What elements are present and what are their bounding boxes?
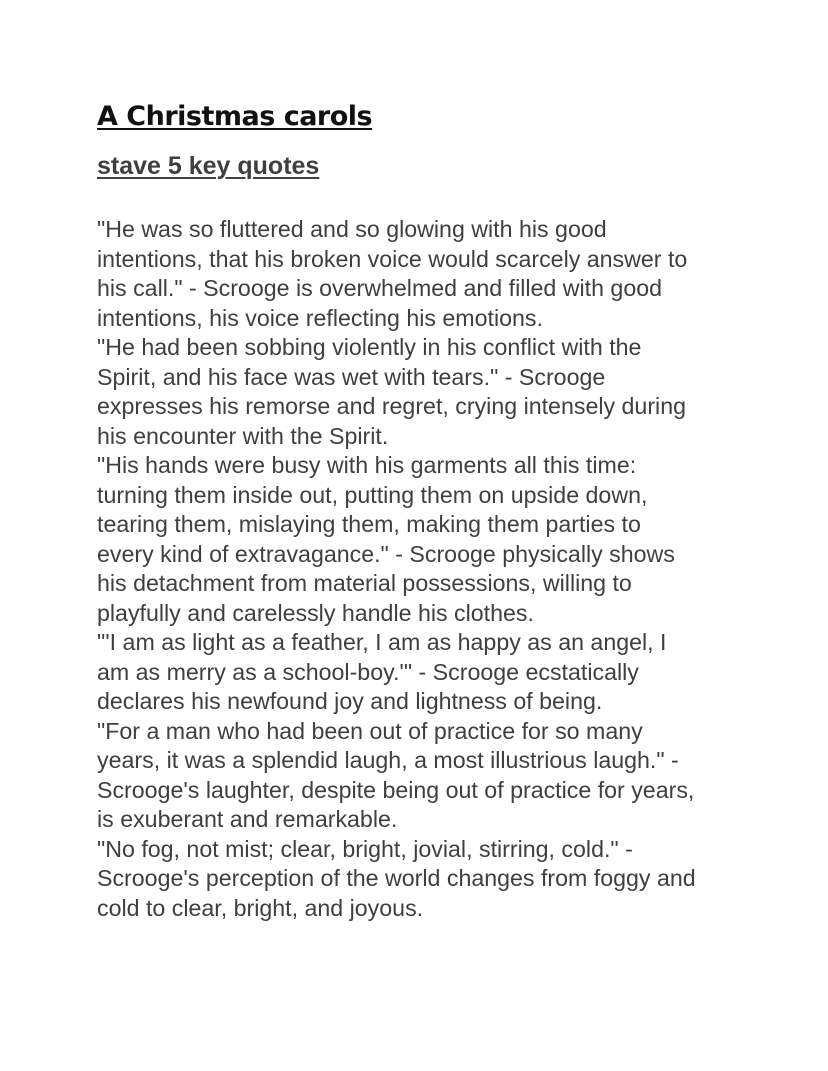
text-line: his encounter with the Spirit.: [97, 422, 389, 449]
text-line: "His hands were busy with his garments all this time:: [97, 452, 637, 478]
text-line: tearing them, mislaying them, making them parties to: [97, 511, 641, 537]
text-line: "He had been sobbing violently in his conflict with the: [97, 334, 642, 360]
text-line: his call." - Scrooge is overwhelmed and filled with good: [97, 275, 663, 301]
quotes-body: [97, 215, 737, 923]
text-line: turning them inside out, putting them on upside down,: [97, 481, 648, 508]
text-line: is exuberant and remarkable.: [97, 806, 398, 832]
page-title: A Christmas carols: [97, 101, 373, 132]
text-line: years, it was a splendid laugh, a most illustrious laugh." -: [97, 747, 679, 773]
text-line: intentions, his voice reflecting his emotions.: [97, 304, 543, 331]
text-line: Scrooge's laughter, despite being out of practice for years,: [97, 776, 695, 803]
text-line: intentions, that his broken voice would scarcely answer to: [97, 245, 688, 272]
text-line: declares his newfound joy and lightness of being.: [97, 688, 603, 714]
text-line: his detachment from material possessions, willing to: [97, 570, 632, 596]
text-line: "For a man who had been out of practice for so many: [97, 717, 643, 744]
text-line: "No fog, not mist; clear, bright, jovial, stirring, cold." -: [97, 835, 633, 862]
text-line: playfully and carelessly handle his clothes.: [97, 599, 534, 626]
text-line: expresses his remorse and regret, crying intensely during: [97, 393, 686, 419]
page-subtitle: stave 5 key quotes: [97, 152, 320, 180]
text-line: "He was so fluttered and so glowing with his good: [97, 216, 607, 242]
text-line: Spirit, and his face was wet with tears." - Scrooge: [97, 363, 606, 390]
text-line: every kind of extravagance." - Scrooge physically shows: [97, 540, 675, 567]
text-line: am as merry as a school-boy.'" - Scrooge ecstatically: [97, 658, 639, 685]
text-line: "'I am as light as a feather, I am as happy as an angel, I: [97, 629, 667, 655]
text-line: Scrooge's perception of the world changes from foggy and: [97, 865, 696, 891]
text-line: cold to clear, bright, and joyous.: [97, 894, 424, 921]
